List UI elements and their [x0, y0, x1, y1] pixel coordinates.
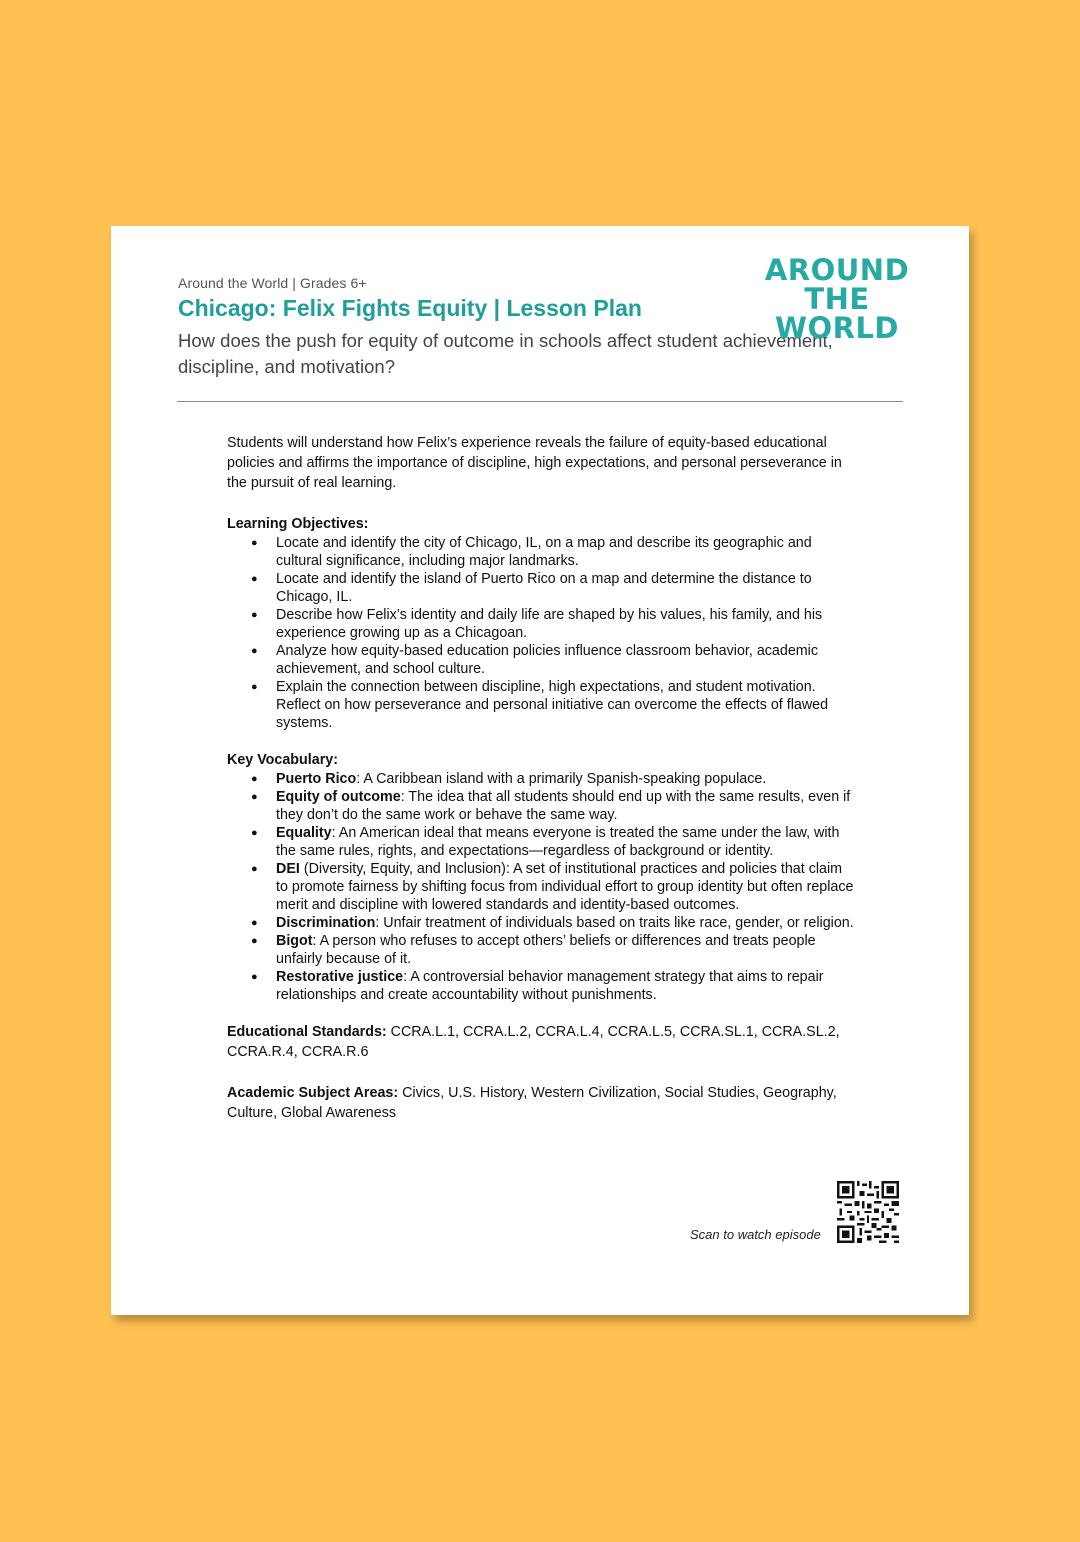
standards-label: Educational Standards:	[227, 1024, 387, 1040]
standards-paragraph	[227, 1022, 857, 1062]
guiding-question: How does the push for equity of outcome in schools affect student achievement, discipline, and motivation?	[178, 330, 833, 377]
list-item	[276, 770, 857, 788]
vocab-definition: : A Caribbean island with a primarily Spanish-speaking populace.	[356, 771, 767, 787]
list-item: ● Explain the connection between discipline, high expectations, and student motivation. Reflect on how perseverance and personal initiative can overcome the effects of flawed systems.	[276, 678, 857, 732]
list-item	[276, 968, 857, 1004]
vocabulary-list	[227, 770, 857, 1004]
vocab-term: Bigot	[276, 933, 313, 949]
list-item	[276, 914, 857, 932]
list-item: ● Analyze how equity-based education policies influence classroom behavior, academic achievement, and school culture.	[276, 642, 857, 678]
qr-code-icon[interactable]	[837, 1181, 899, 1243]
objectives-list	[227, 534, 857, 732]
objectives-heading: Learning Objectives:	[227, 516, 369, 532]
lesson-plan-page	[111, 226, 969, 1315]
subjects-label: Academic Subject Areas:	[227, 1085, 399, 1101]
subjects-paragraph	[227, 1083, 857, 1123]
vocab-term: Puerto Rico	[276, 771, 357, 787]
subjects-value: Civics, U.S. History, Western Civilization, Social Studies, Geography, Culture, Global Awareness	[227, 1085, 837, 1121]
vocab-term: Restorative justice	[276, 969, 404, 985]
list-item: ● Locate and identify the city of Chicago, IL, on a map and describe its geographic and cultural significance, including major landmarks.	[276, 534, 857, 570]
series-label: Around the World | Grades 6+	[178, 275, 367, 291]
list-item	[276, 824, 857, 860]
list-item	[276, 860, 857, 914]
vocab-term: Discrimination	[276, 915, 376, 931]
vocab-definition: : A controversial behavior management strategy that aims to repair relationships and create accountability without punishments.	[276, 969, 824, 1003]
vocab-definition: : Unfair treatment of individuals based on traits like race, gender, or religion.	[375, 915, 854, 931]
vocab-term: DEI	[276, 861, 300, 877]
vocabulary-heading: Key Vocabulary:	[227, 752, 338, 768]
list-item	[276, 788, 857, 824]
vocab-term: Equality	[276, 825, 332, 841]
lesson-body	[227, 433, 857, 1144]
vocab-definition: (Diversity, Equity, and Inclusion): A set of institutional practices and policies that claim to promote fairness by shifting focus from individual effort to group identity but often replace merit and discipline with lowered standards and identity-based outcomes.	[276, 861, 854, 913]
intro-paragraph: Students will understand how Felix’s experience reveals the failure of equity-based educational policies and affirms the importance of discipline, high expectations, and personal perseverance in the pursuit of real learning.	[227, 435, 842, 491]
vocab-definition: : A person who refuses to accept others’ beliefs or differences and treats people unfairly because of it.	[276, 933, 816, 967]
list-item	[276, 932, 857, 968]
vocab-term: Equity of outcome	[276, 789, 401, 805]
logo-line-2: THE WORLD	[774, 282, 900, 345]
page-title: Chicago: Felix Fights Equity | Lesson Plan	[178, 295, 642, 321]
scan-caption: Scan to watch episode	[690, 1227, 821, 1242]
logo-line-1: AROUND	[764, 253, 910, 287]
standards-value: CCRA.L.1, CCRA.L.2, CCRA.L.4, CCRA.L.5, CCRA.SL.1, CCRA.SL.2, CCRA.R.4, CCRA.R.6	[227, 1024, 840, 1060]
vocab-definition: : The idea that all students should end up with the same results, even if they don’t do the same work or behave the same way.	[276, 789, 851, 823]
list-item: ● Locate and identify the island of Puerto Rico on a map and determine the distance to Chicago, IL.	[276, 570, 857, 606]
around-the-world-logo	[747, 253, 927, 345]
header-divider	[177, 401, 903, 402]
vocab-definition: : An American ideal that means everyone is treated the same under the law, with the same rules, rights, and expectations—regardless of background or identity.	[276, 825, 840, 859]
list-item: ● Describe how Felix’s identity and daily life are shaped by his values, his family, and his experience growing up as a Chicagoan.	[276, 606, 857, 642]
